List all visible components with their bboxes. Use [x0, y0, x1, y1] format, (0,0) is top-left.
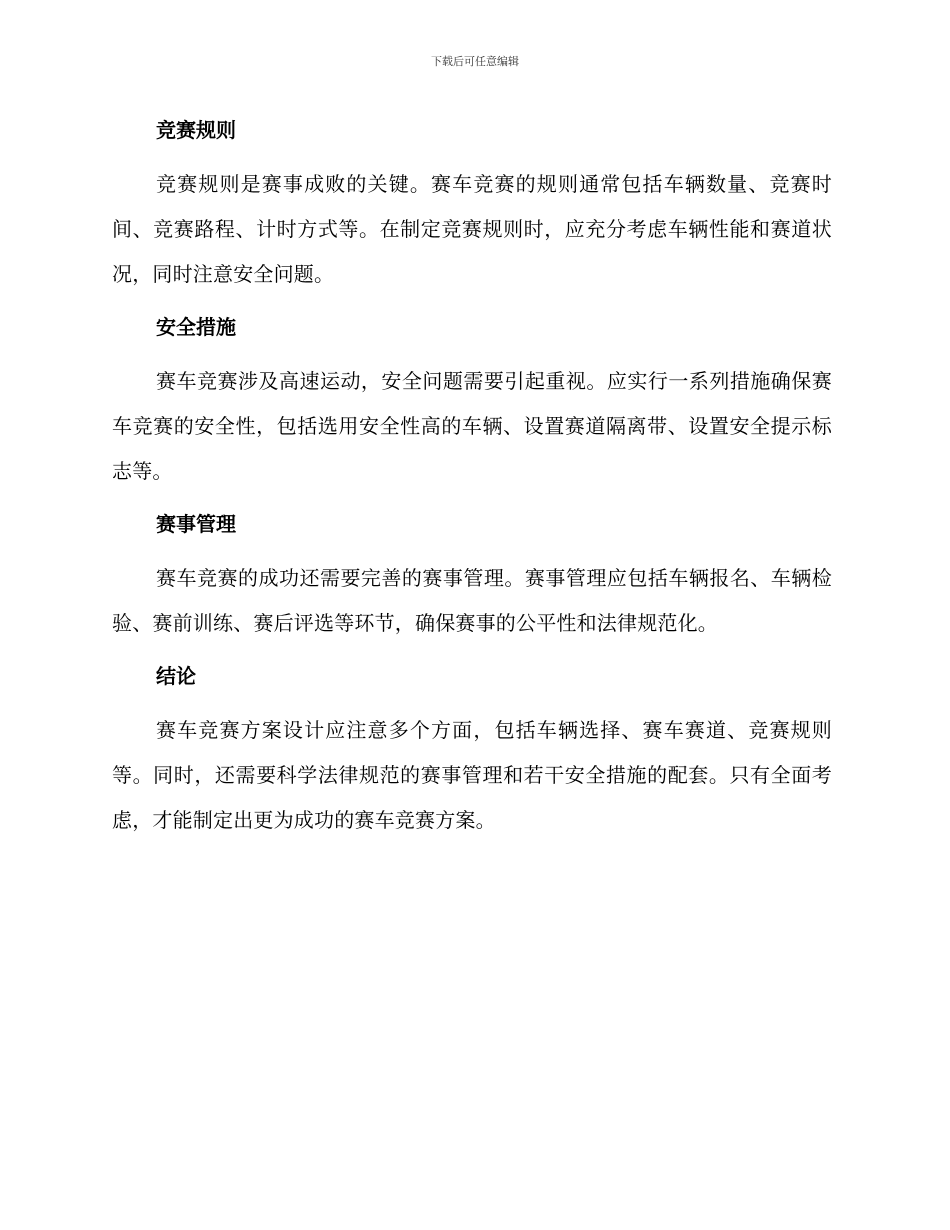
- section-safety: [112, 307, 832, 494]
- section-heading-safety: 安全措施: [156, 315, 236, 339]
- section-heading-management: 赛事管理: [156, 512, 236, 536]
- section-body-conclusion: 赛车竞赛方案设计应注意多个方面，包括车辆选择、赛车赛道、竞赛规则等。同时，还需要科学法律规范的赛事管理和若干安全措施的配套。只有全面考虑，才能制定出更为成功的赛车竞赛方案。: [112, 718, 832, 832]
- section-rules: [112, 110, 832, 297]
- section-heading-rules: 竞赛规则: [156, 118, 236, 142]
- section-heading-conclusion: 结论: [156, 664, 196, 688]
- section-body-rules: 竞赛规则是赛事成败的关键。赛车竞赛的规则通常包括车辆数量、竞赛时间、竞赛路程、计时方式等。在制定竞赛规则时，应充分考虑车辆性能和赛道状况，同时注意安全问题。: [112, 172, 832, 286]
- section-conclusion: [112, 656, 832, 843]
- document-body: [112, 110, 832, 853]
- section-body-safety: 赛车竞赛涉及高速运动，安全问题需要引起重视。应实行一系列措施确保赛车竞赛的安全性，包括选用安全性高的车辆、设置赛道隔离带、设置安全提示标志等。: [112, 369, 832, 483]
- section-management: [112, 504, 832, 646]
- section-body-management: 赛车竞赛的成功还需要完善的赛事管理。赛事管理应包括车辆报名、车辆检验、赛前训练、赛后评选等环节，确保赛事的公平性和法律规范化。: [112, 566, 832, 635]
- page-header: 下载后可任意编辑: [431, 55, 519, 68]
